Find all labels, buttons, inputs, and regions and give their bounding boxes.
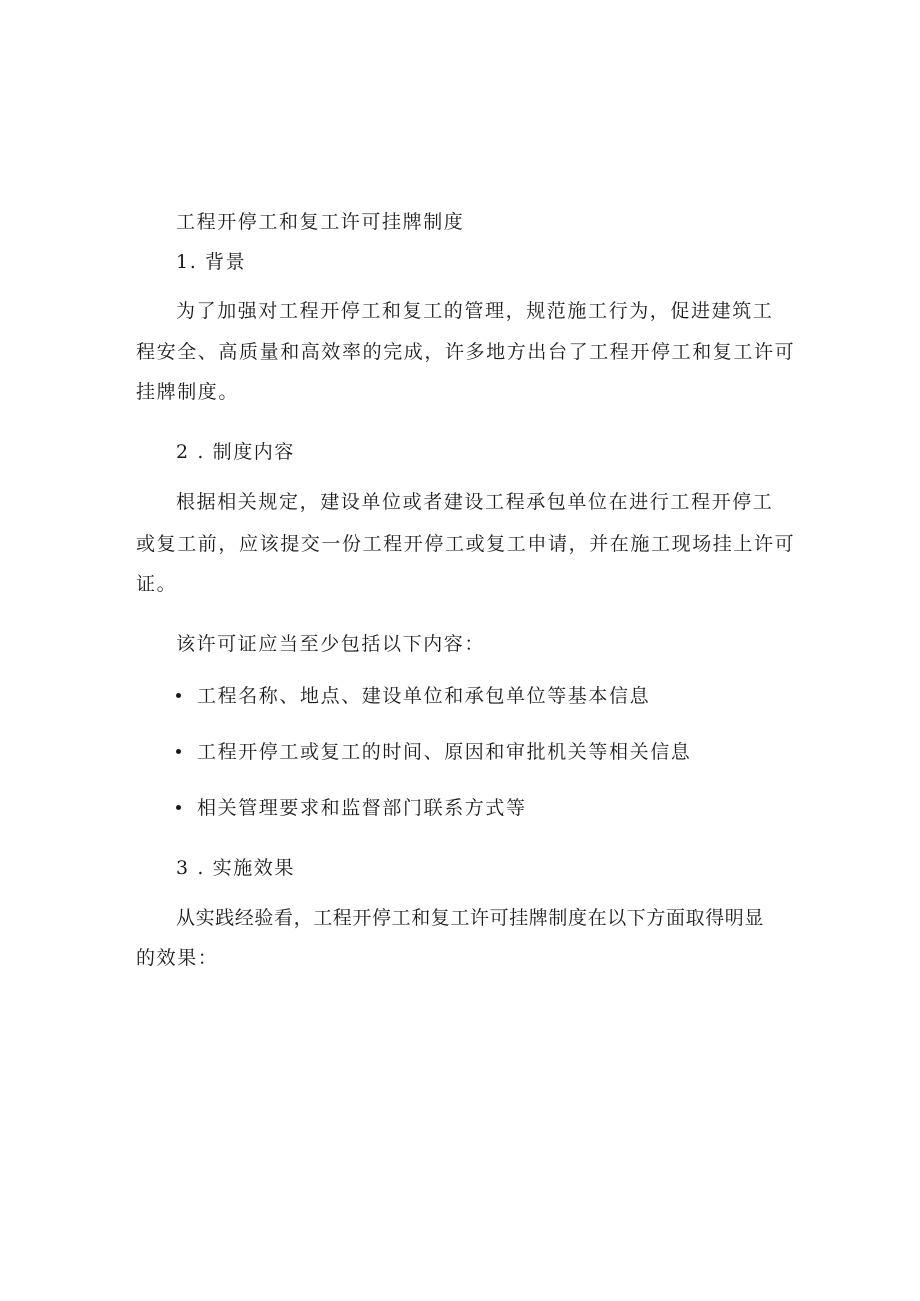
- section-3-line-1: 从实践经验看，工程开停工和复工许可挂牌制度在以下方面取得明显: [176, 907, 765, 929]
- section-2-line-2: 或复工前，应该提交一份工程开停工或复工申请，并在施工现场挂上许可: [136, 533, 796, 555]
- list-item-text: 相关管理要求和监督部门联系方式等: [197, 797, 527, 819]
- section-1-heading: 1. 背景: [176, 251, 247, 273]
- section-3-line-2: 的效果：: [136, 947, 219, 969]
- list-item: [176, 796, 527, 820]
- bullet-icon: [176, 805, 181, 810]
- section-2-line-3: 证。: [136, 573, 178, 595]
- section-2-intro: 该许可证应当至少包括以下内容：: [176, 633, 486, 655]
- list-item-text: 工程名称、地点、建设单位和承包单位等基本信息: [197, 685, 651, 707]
- section-2-line-1: 根据相关规定，建设单位或者建设工程承包单位在进行工程开停工: [176, 491, 774, 513]
- bullet-icon: [176, 693, 181, 698]
- list-item: [176, 740, 691, 764]
- document-title: 工程开停工和复工许可挂牌制度: [176, 211, 465, 233]
- section-3-heading: 3 . 实施效果: [176, 857, 296, 879]
- list-item-text: 工程开停工或复工的时间、原因和审批机关等相关信息: [197, 741, 692, 763]
- section-1-line-3: 挂牌制度。: [136, 381, 240, 403]
- section-1-line-2: 程安全、高质量和高效率的完成，许多地方出台了工程开停工和复工许可: [136, 341, 796, 363]
- list-item: [176, 684, 650, 708]
- bullet-icon: [176, 749, 181, 754]
- section-2-heading: 2 . 制度内容: [176, 441, 296, 463]
- section-1-line-1: 为了加强对工程开停工和复工的管理，规范施工行为，促进建筑工: [176, 300, 774, 322]
